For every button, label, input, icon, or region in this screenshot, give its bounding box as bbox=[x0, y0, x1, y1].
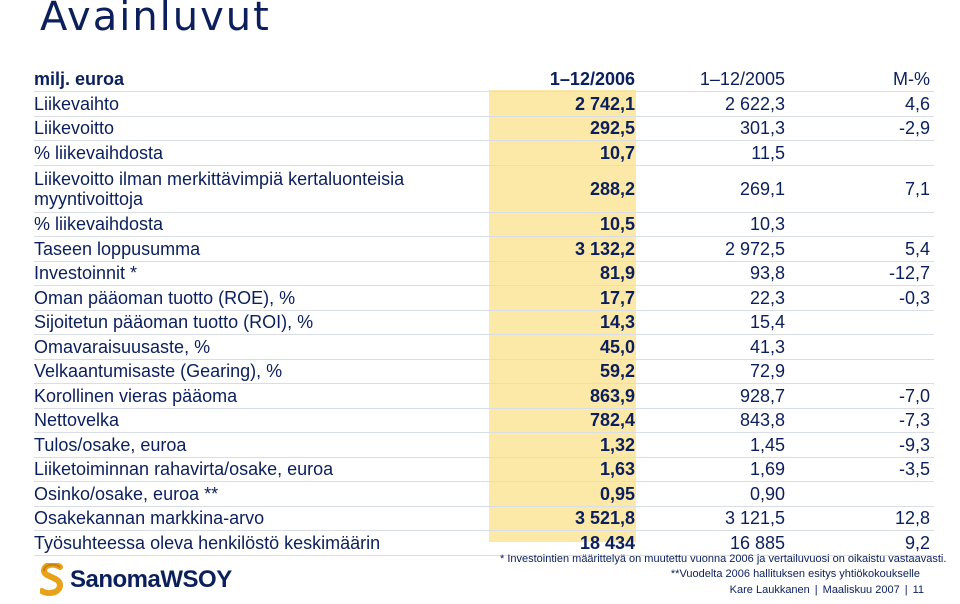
table-row bbox=[34, 433, 934, 458]
value-previous: 72,9 bbox=[639, 359, 785, 384]
value-previous: 15,4 bbox=[639, 310, 785, 335]
value-previous: 93,8 bbox=[639, 261, 785, 286]
table-row bbox=[34, 457, 934, 482]
value-current: 14,3 bbox=[489, 310, 639, 335]
value-current: 863,9 bbox=[489, 384, 639, 409]
table-row bbox=[34, 261, 934, 286]
footnote-dividend: **Vuodelta 2006 hallituksen esitys yhtiökokoukselle bbox=[670, 568, 920, 580]
value-previous: 11,5 bbox=[639, 141, 785, 166]
footer-separator: | bbox=[904, 584, 908, 596]
row-label: Osinko/osake, euroa ** bbox=[34, 482, 489, 507]
value-current: 18 434 bbox=[489, 531, 639, 556]
value-previous: 1,69 bbox=[639, 457, 785, 482]
footer-page-number: 11 bbox=[912, 584, 924, 596]
sanoma-s-logo-icon bbox=[40, 563, 64, 597]
row-label: Investoinnit * bbox=[34, 261, 489, 286]
value-change-percent: 4,6 bbox=[785, 92, 934, 117]
header-current-period: 1–12/2006 bbox=[489, 66, 639, 92]
row-label: Omavaraisuusaste, % bbox=[34, 335, 489, 360]
table-row bbox=[34, 408, 934, 433]
value-previous: 1,45 bbox=[639, 433, 785, 458]
table-row bbox=[34, 335, 934, 360]
value-change-percent: -12,7 bbox=[785, 261, 934, 286]
footer-separator: | bbox=[814, 584, 818, 596]
company-logo bbox=[40, 560, 260, 600]
value-current: 59,2 bbox=[489, 359, 639, 384]
value-change-percent: -7,3 bbox=[785, 408, 934, 433]
value-current: 45,0 bbox=[489, 335, 639, 360]
row-label: Liikevaihto bbox=[34, 92, 489, 117]
value-previous: 2 622,3 bbox=[639, 92, 785, 117]
footer-author: Kare Laukkanen bbox=[729, 584, 810, 596]
value-change-percent bbox=[785, 335, 934, 360]
row-label: Velkaantumisaste (Gearing), % bbox=[34, 359, 489, 384]
value-current: 10,7 bbox=[489, 141, 639, 166]
value-current: 3 132,2 bbox=[489, 237, 639, 262]
row-label: Liikevoitto bbox=[34, 116, 489, 141]
value-change-percent: 7,1 bbox=[785, 165, 934, 212]
header-unit: milj. euroa bbox=[34, 66, 489, 92]
value-change-percent bbox=[785, 310, 934, 335]
row-label: Korollinen vieras pääoma bbox=[34, 384, 489, 409]
table-row bbox=[34, 237, 934, 262]
header-change-percent: M-% bbox=[785, 66, 934, 92]
table-row bbox=[34, 310, 934, 335]
value-current: 0,95 bbox=[489, 482, 639, 507]
row-label: % liikevaihdosta bbox=[34, 212, 489, 237]
value-change-percent: 9,2 bbox=[785, 531, 934, 556]
row-label: Osakekannan markkina-arvo bbox=[34, 506, 489, 531]
row-label: Sijoitetun pääoman tuotto (ROI), % bbox=[34, 310, 489, 335]
value-change-percent: 5,4 bbox=[785, 237, 934, 262]
logo-wordmark: SanomaWSOY bbox=[70, 566, 232, 593]
value-previous: 10,3 bbox=[639, 212, 785, 237]
page-title: Avainluvut bbox=[40, 0, 271, 40]
table-row bbox=[34, 506, 934, 531]
value-previous: 2 972,5 bbox=[639, 237, 785, 262]
value-change-percent: -7,0 bbox=[785, 384, 934, 409]
value-previous: 41,3 bbox=[639, 335, 785, 360]
value-current: 1,63 bbox=[489, 457, 639, 482]
value-change-percent bbox=[785, 482, 934, 507]
value-change-percent: -9,3 bbox=[785, 433, 934, 458]
value-current: 3 521,8 bbox=[489, 506, 639, 531]
value-current: 17,7 bbox=[489, 286, 639, 311]
value-change-percent: -2,9 bbox=[785, 116, 934, 141]
table-row bbox=[34, 482, 934, 507]
table-row bbox=[34, 286, 934, 311]
footnote-investments: * Investointien määrittelyä on muutettu vuonna 2006 ja vertailuvuosi on oikaistu vastaavasti. bbox=[500, 553, 947, 565]
value-change-percent: -3,5 bbox=[785, 457, 934, 482]
row-label: Liiketoiminnan rahavirta/osake, euroa bbox=[34, 457, 489, 482]
row-label: Oman pääoman tuotto (ROE), % bbox=[34, 286, 489, 311]
row-label: Tulos/osake, euroa bbox=[34, 433, 489, 458]
value-change-percent bbox=[785, 141, 934, 166]
value-previous: 843,8 bbox=[639, 408, 785, 433]
row-label: Työsuhteessa oleva henkilöstö keskimäärin bbox=[34, 531, 489, 556]
value-previous: 269,1 bbox=[639, 165, 785, 212]
row-label: % liikevaihdosta bbox=[34, 141, 489, 166]
footnotes bbox=[500, 552, 947, 582]
value-previous: 301,3 bbox=[639, 116, 785, 141]
table-row bbox=[34, 359, 934, 384]
value-change-percent: -0,3 bbox=[785, 286, 934, 311]
table-row bbox=[34, 384, 934, 409]
value-current: 292,5 bbox=[489, 116, 639, 141]
value-previous: 928,7 bbox=[639, 384, 785, 409]
value-current: 10,5 bbox=[489, 212, 639, 237]
table-row bbox=[34, 212, 934, 237]
table-row bbox=[34, 116, 934, 141]
value-current: 1,32 bbox=[489, 433, 639, 458]
value-change-percent bbox=[785, 212, 934, 237]
value-previous: 3 121,5 bbox=[639, 506, 785, 531]
value-previous: 22,3 bbox=[639, 286, 785, 311]
value-current: 288,2 bbox=[489, 165, 639, 212]
value-current: 81,9 bbox=[489, 261, 639, 286]
value-current: 782,4 bbox=[489, 408, 639, 433]
table-header-row bbox=[34, 66, 934, 92]
row-label: Nettovelka bbox=[34, 408, 489, 433]
slide-footer bbox=[730, 584, 924, 596]
table-row bbox=[34, 165, 934, 212]
row-label: Taseen loppusumma bbox=[34, 237, 489, 262]
table-row bbox=[34, 141, 934, 166]
value-change-percent: 12,8 bbox=[785, 506, 934, 531]
value-current: 2 742,1 bbox=[489, 92, 639, 117]
value-change-percent bbox=[785, 359, 934, 384]
row-label: Liikevoitto ilman merkittävimpiä kertaluonteisia myyntivoittoja bbox=[34, 165, 489, 212]
value-previous: 0,90 bbox=[639, 482, 785, 507]
footer-date: Maaliskuu 2007 bbox=[822, 584, 900, 596]
table-row bbox=[34, 92, 934, 117]
key-figures-table bbox=[34, 66, 934, 556]
header-previous-period: 1–12/2005 bbox=[639, 66, 785, 92]
value-previous: 16 885 bbox=[639, 531, 785, 556]
